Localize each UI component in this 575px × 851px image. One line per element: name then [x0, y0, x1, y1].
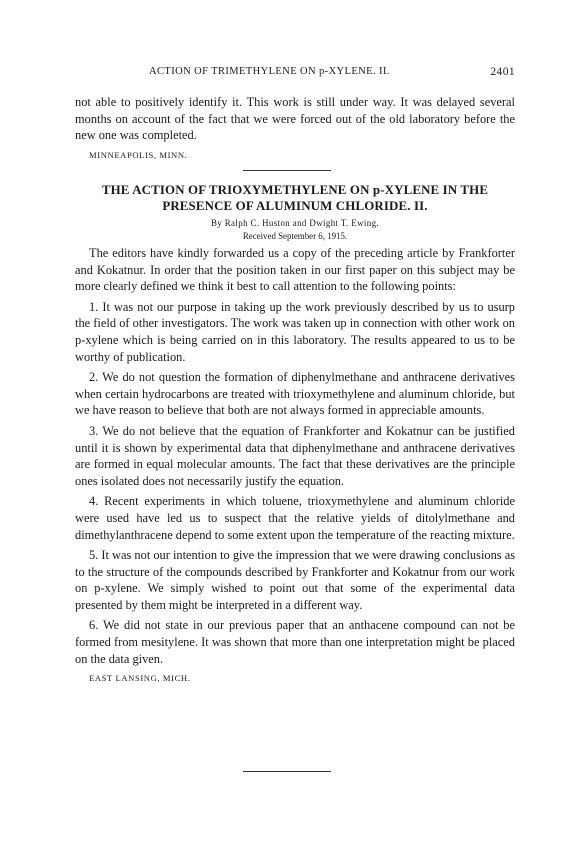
separator-rule-bottom: [243, 771, 331, 772]
previous-article-place: MINNEAPOLIS, MINN.: [89, 149, 188, 160]
page-number: 2401: [490, 66, 515, 78]
article-title-line-2: PRESENCE OF ALUMINUM CHLORIDE. II.: [162, 199, 428, 213]
article-byline: By Ralph C. Huston and Dwight T. Ewing.: [210, 218, 380, 228]
point-5: 5. It was not our intention to give the impression that we were drawing conclusions as to the structure of the compounds described by Frankforter and Kokatnur from our work on p-xylene. We simply wished to point out that some of the experimental data presented by them might be interpreted in a different way.: [75, 548, 516, 612]
point-4: 4. Recent experiments in which toluene, trioxymethylene and aluminum chloride were used have led us to suspect that the relative yields of ditolylmethane and dimethylanthracene depend to some extent upon the temperature of the reacting mixture.: [75, 494, 515, 542]
article-title-line-1: THE ACTION OF TRIOXYMETHYLENE ON p-XYLENE IN THE: [101, 183, 489, 197]
received-date: Received September 6, 1915.: [242, 231, 348, 241]
point-1: 1. It was not our purpose in taking up the work previously described by us to usurp the field of other investigators. The work was taken up in connection with other work on p-xylene which is being carried on in this laboratory. The results appeared to us to be worthy of publication.: [75, 299, 515, 364]
running-title: ACTION OF TRIMETHYLENE ON p-XYLENE. II.: [149, 66, 390, 77]
article-place: EAST LANSING, MICH.: [89, 673, 191, 684]
running-header: [75, 66, 515, 82]
article-body: [75, 245, 515, 683]
point-2: 2. We do not question the formation of diphenylmethane and anthracene derivatives when certain hydrocarbons are treated with trioxymethylene and aluminum chloride, but we have reason to believe that both are not always formed in appreciable amounts.: [75, 370, 515, 418]
previous-article-closing-paragraph: not able to positively identify it. This work is still under way. It was delayed several months on account of the fact that we were forced out of the old laboratory before the new one was completed.: [75, 95, 515, 143]
point-3: 3. We do not believe that the equation of Frankforter and Kokatnur can be justified until it is shown by experimental data that diphenylmethane and anthracene derivatives are formed in equal molecular amounts. The fact that these derivatives are the principle ones isolated does not necessarily justify the equation.: [75, 423, 515, 488]
article-heading: [75, 182, 515, 242]
previous-article-ending: [75, 94, 515, 160]
separator-rule-top: [243, 170, 331, 171]
intro-paragraph: The editors have kindly forwarded us a copy of the preceding article by Frankforter and Kokatnur. In order that the position taken in our first paper on this subject may be more clearly defined we think it best to call attention to the following points:: [75, 246, 515, 294]
point-6: 6. We did not state in our previous paper that an anthacene compound can not be formed from mesitylene. It was shown that more than one interpretation might be placed on the data given.: [75, 618, 515, 666]
